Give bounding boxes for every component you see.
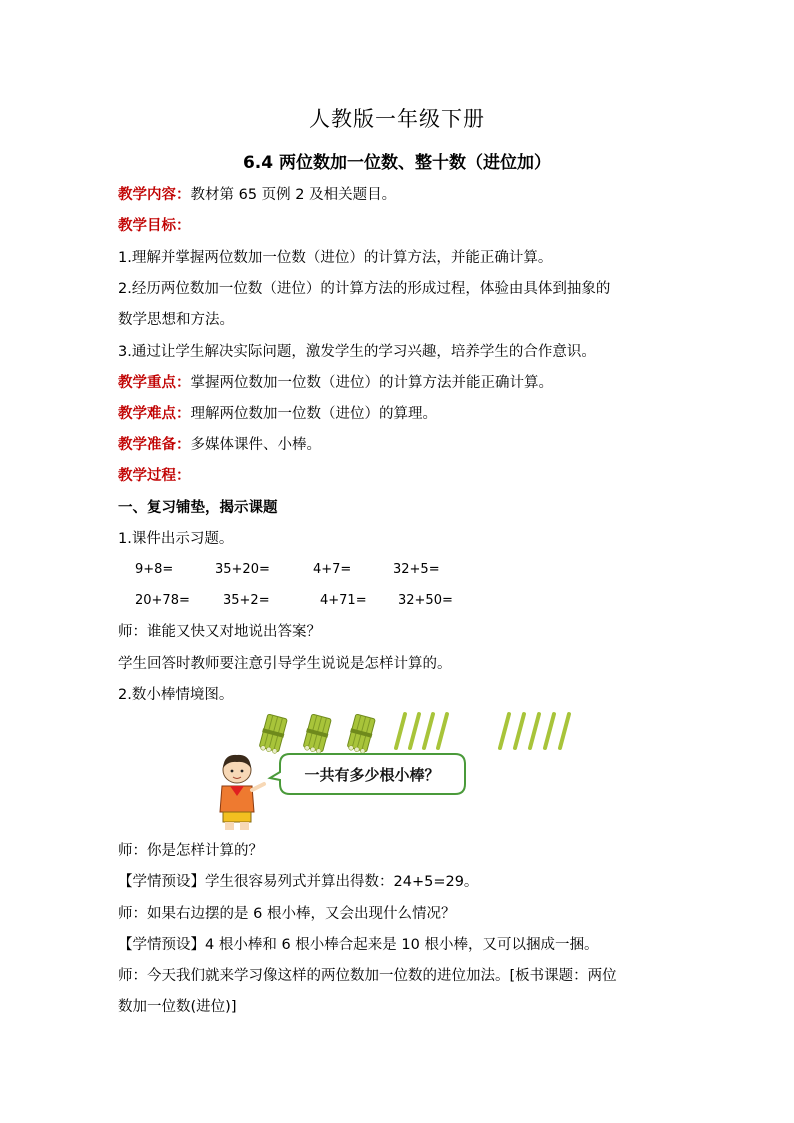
- difficulty-label: 教学难点：: [118, 406, 191, 422]
- prep-text: 多媒体课件、小棒。: [190, 437, 321, 453]
- expr-1-1: 9+8=: [135, 562, 174, 577]
- loose-sticks-left: [396, 714, 447, 748]
- expr-2-2: 35+2=: [223, 593, 270, 608]
- loose-sticks-right: [500, 714, 569, 748]
- doc-subtitle: 6.4 两位数加一位数、整十数（进位加）: [242, 153, 552, 173]
- teacher-line-1: 师：谁能又快又对地说出答案？: [118, 624, 321, 640]
- teacher-line-2: 学生回答时教师要注意引导学生说说是怎样计算的。: [118, 656, 452, 672]
- goal-1: 1.理解并掌握两位数加一位数（进位）的计算方法，并能正确计算。: [118, 250, 553, 266]
- item-1: 1.课件出示习题。: [118, 531, 234, 547]
- doc-title: 人教版一年级下册: [309, 107, 485, 131]
- teacher-line-5: 师：今天我们就来学习像这样的两位数加一位数的进位加法。[板书课题：两位: [118, 968, 617, 984]
- process-label: 教学过程：: [118, 468, 191, 484]
- expr-2-4: 32+50=: [398, 593, 453, 608]
- expr-1-2: 35+20=: [215, 562, 270, 577]
- boy-figure: [220, 755, 264, 830]
- teacher-line-4: 师：如果右边摆的是 6 根小棒，又会出现什么情况？: [118, 906, 456, 922]
- goal-3: 3.通过让学生解决实际问题，激发学生的学习兴趣，培养学生的合作意识。: [118, 344, 596, 360]
- difficulty-text: 理解两位数加一位数（进位）的算理。: [190, 406, 437, 422]
- key-label: 教学重点：: [118, 375, 191, 391]
- prep-label: 教学准备：: [118, 437, 191, 453]
- content-text: 教材第 65 页例 2 及相关题目。: [190, 187, 397, 203]
- content-line: [118, 185, 396, 205]
- preset-line-1: 【学情预设】学生很容易列式并算出得数：24+5=29。: [118, 874, 479, 890]
- stick-illustration: [210, 706, 590, 832]
- preset-line-2: 【学情预设】4 根小棒和 6 根小棒合起来是 10 根小棒，又可以捆成一捆。: [118, 937, 599, 953]
- key-text: 掌握两位数加一位数（进位）的计算方法并能正确计算。: [190, 375, 553, 391]
- expr-2-1: 20+78=: [135, 593, 190, 608]
- stick-bundle-3: [346, 714, 377, 755]
- teacher-line-3: 师：你是怎样计算的？: [118, 843, 263, 859]
- speech-bubble: [270, 754, 465, 794]
- item-2: 2.数小棒情境图。: [118, 687, 234, 703]
- expr-1-4: 32+5=: [393, 562, 440, 577]
- stick-bundle-2: [302, 714, 333, 755]
- stick-bundle-1: [258, 714, 289, 755]
- goal-2: 2.经历两位数加一位数（进位）的计算方法的形成过程，体验由具体到抽象的: [118, 281, 611, 297]
- teacher-line-5-cont: 数加一位数(进位)]: [118, 999, 237, 1015]
- key-line: [118, 373, 553, 393]
- expr-1-3: 4+7=: [313, 562, 352, 577]
- section-1-heading: 一、复习铺垫，揭示课题: [118, 500, 278, 516]
- goals-label: 教学目标：: [118, 218, 191, 234]
- speech-text: 一共有多少根小棒？: [304, 766, 440, 784]
- goal-2-cont: 数学思想和方法。: [118, 312, 234, 328]
- prep-line: [118, 435, 321, 455]
- difficulty-line: [118, 404, 437, 424]
- content-label: 教学内容：: [118, 187, 191, 203]
- expr-2-3: 4+71=: [320, 593, 367, 608]
